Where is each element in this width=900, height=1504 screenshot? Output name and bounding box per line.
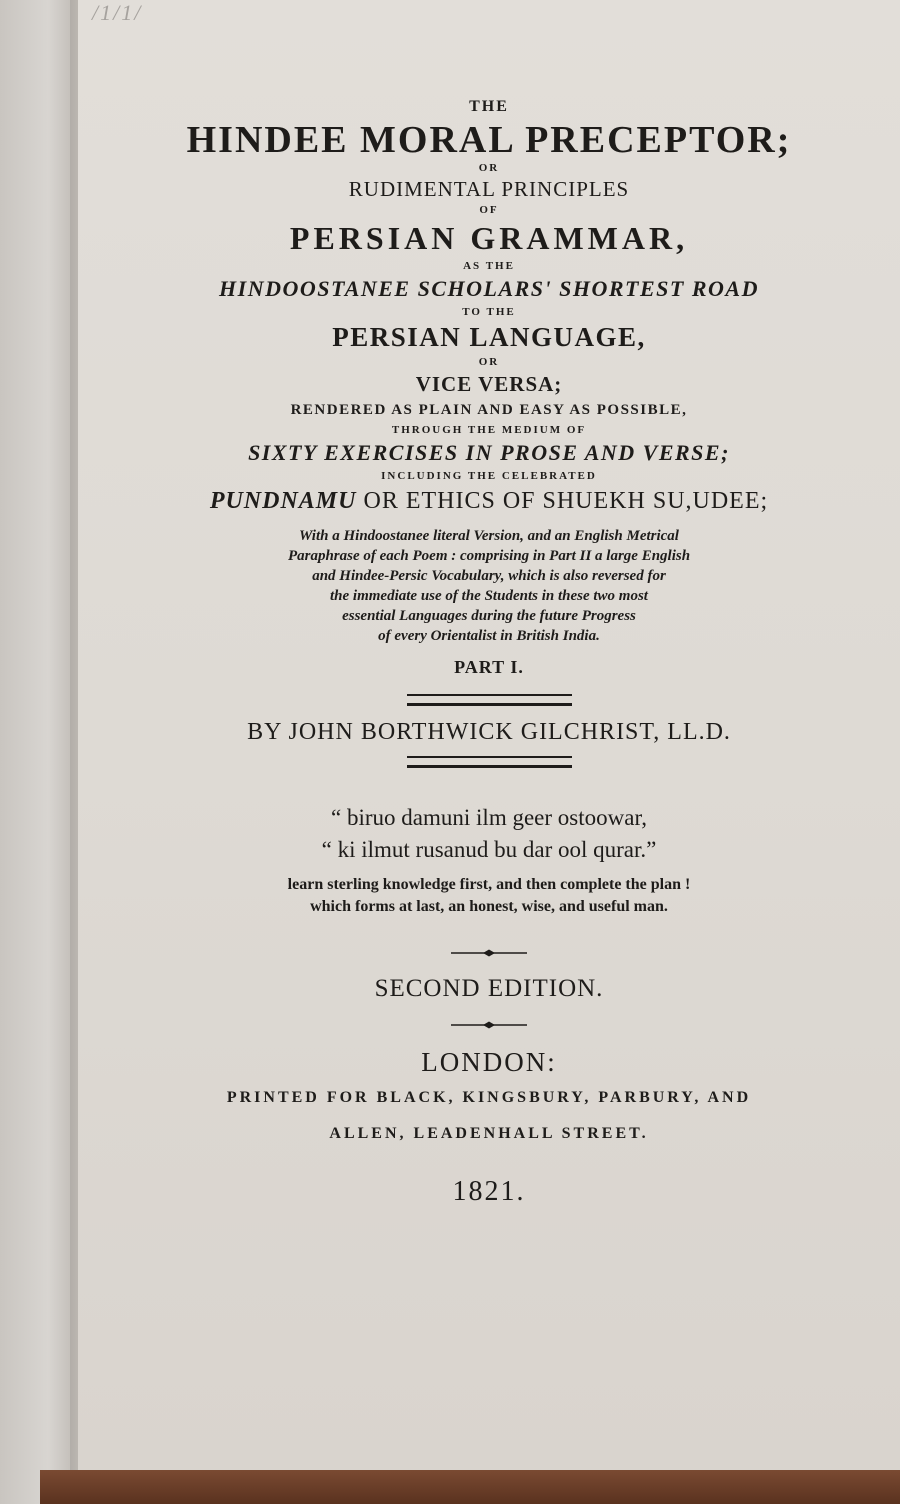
imprint-city: LONDON:	[421, 1047, 557, 1077]
edition-label: SECOND EDITION.	[374, 975, 604, 1002]
epigraph-line: “ biruo damuni ilm geer ostoowar,	[331, 805, 647, 830]
double-rule-bottom	[407, 756, 572, 768]
subtitle-rudimental: RUDIMENTAL PRINCIPLES	[348, 177, 630, 201]
epigraph-line: “ ki ilmut rusanud bu dar ool qurar.”	[321, 837, 657, 862]
connector-or-2: OR	[478, 356, 500, 368]
imprint-printer: PRINTED FOR BLACK, KINGSBURY, PARBURY, AND	[226, 1089, 752, 1106]
ethics-phrase: OR ETHICS OF SHUEKH SU,UDEE;	[363, 488, 769, 514]
epigraph	[78, 802, 900, 918]
book-binding-left	[0, 0, 80, 1504]
subtitle-rendered: RENDERED AS PLAIN AND EASY AS POSSIBLE,	[290, 402, 688, 418]
imprint-year: 1821.	[452, 1176, 526, 1207]
double-rule-top	[407, 694, 572, 706]
connector-as-the: AS THE	[463, 260, 515, 272]
subtitle-pundnamu	[78, 484, 900, 518]
subtitle-sixty-exercises: SIXTY EXERCISES IN PROSE AND VERSE;	[248, 440, 730, 465]
imprint-address: ALLEN, LEADENHALL STREET.	[329, 1125, 649, 1142]
paragraph-line: the immediate use of the Students in these two most	[330, 588, 648, 604]
connector-to-the: TO THE	[462, 306, 516, 318]
subtitle-persian-language: PERSIAN LANGUAGE,	[332, 322, 646, 352]
part-label: PART I.	[454, 657, 524, 677]
connector-of: OF	[479, 204, 499, 216]
description-paragraph	[78, 526, 900, 646]
pencil-mark: /1/1/	[92, 0, 143, 25]
paragraph-line: essential Languages during the future Progress	[342, 608, 636, 624]
paragraph-line: With a Hindoostanee literal Version, and an English Metrical	[299, 528, 679, 544]
connector-including: INCLUDING THE CELEBRATED	[381, 470, 597, 482]
ornament-divider-icon	[449, 1020, 529, 1030]
epigraph-translation: which forms at last, an honest, wise, and useful man.	[310, 898, 668, 915]
main-title: HINDEE MORAL PRECEPTOR;	[186, 119, 792, 161]
title-page-text	[78, 98, 900, 1212]
subtitle-scholars-road: HINDOOSTANEE SCHOLARS' SHORTEST ROAD	[219, 276, 759, 301]
paragraph-line: Paraphrase of each Poem : comprising in Part II a large English	[287, 548, 691, 564]
book-cover-edge	[40, 1470, 900, 1504]
connector-or: OR	[478, 162, 500, 174]
pundnamu-word: PUNDNAMU	[209, 488, 357, 514]
paragraph-line: and Hindee-Persic Vocabulary, which is also reversed for	[312, 568, 666, 584]
subtitle-vice-versa: VICE VERSA;	[415, 372, 563, 396]
paragraph-line: of every Orientalist in British India.	[378, 628, 600, 644]
epigraph-translation: learn sterling knowledge first, and then complete the plan !	[287, 876, 691, 893]
ornament-divider-icon	[449, 948, 529, 958]
title-article: THE	[469, 98, 509, 115]
connector-through: THROUGH THE MEDIUM OF	[391, 424, 587, 436]
author-line: BY JOHN BORTHWICK GILCHRIST, LL.D.	[247, 719, 731, 745]
subtitle-persian-grammar: PERSIAN GRAMMAR,	[289, 220, 689, 256]
